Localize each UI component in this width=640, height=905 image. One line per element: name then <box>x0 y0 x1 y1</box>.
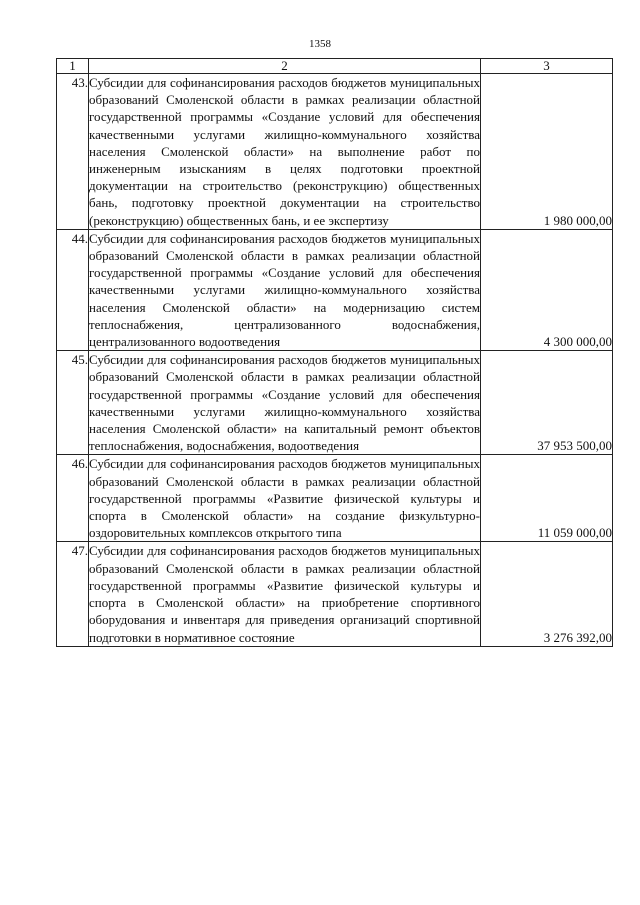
header-row <box>57 59 613 74</box>
row-description: Субсидии для софинансирования расходов бюджетов муниципальных образований Смоленской области в рамках реализации областной государственной программы «Создание условий для обеспечения качественными услугами жилищно-коммунального хозяйства населения Смоленской области» на выполнение работ по инженерным изысканиям в целях подготовки проектной документации на строительство (реконструкцию) общественных бань, подготовку проектной документации на строительство (реконструкцию) общественных бань, и ее экспертизу <box>89 75 480 228</box>
row-amount: 1 980 000,00 <box>481 74 613 230</box>
row-number: 43. <box>57 74 89 230</box>
row-amount: 37 953 500,00 <box>481 351 613 455</box>
header-col-3: 3 <box>481 59 613 74</box>
table-row <box>57 351 613 455</box>
header-col-2: 2 <box>89 59 481 74</box>
page-number: 1358 <box>309 38 331 50</box>
row-description: Субсидии для софинансирования расходов бюджетов муниципальных образований Смоленской области в рамках реализации областной государственной программы «Создание условий для обеспечения качественными услугами жилищно-коммунального хозяйства населения Смоленской области» на капитальный ремонт объектов теплоснабжения, водоснабжения, водоотведения <box>89 352 480 454</box>
table-row <box>57 229 613 350</box>
row-amount: 11 059 000,00 <box>481 455 613 542</box>
table-row <box>57 455 613 542</box>
row-description: Субсидии для софинансирования расходов бюджетов муниципальных образований Смоленской области в рамках реализации областной государственной программы «Развитие физической культуры и спорта в Смоленской области» на создание физкультурно-оздоровительных комплексов открытого типа <box>89 456 480 541</box>
row-amount: 3 276 392,00 <box>481 542 613 646</box>
row-number: 44. <box>57 229 89 350</box>
table-row <box>57 542 613 646</box>
row-description: Субсидии для софинансирования расходов бюджетов муниципальных образований Смоленской области в рамках реализации областной государственной программы «Развитие физической культуры и спорта в Смоленской области» на приобретение спортивного оборудования и инвентаря для приведения организаций спортивной подготовки в нормативное состояние <box>89 543 480 645</box>
row-number: 45. <box>57 351 89 455</box>
row-number: 47. <box>57 542 89 646</box>
header-col-1: 1 <box>57 59 89 74</box>
table-row <box>57 74 613 230</box>
row-description: Субсидии для софинансирования расходов бюджетов муниципальных образований Смоленской области в рамках реализации областной государственной программы «Создание условий для обеспечения качественными услугами жилищно-коммунального хозяйства населения Смоленской области» на модернизацию систем теплоснабжения, централизованного водоснабжения, централизованного водоотведения <box>89 230 480 350</box>
row-amount: 4 300 000,00 <box>481 229 613 350</box>
row-number: 46. <box>57 455 89 542</box>
budget-table <box>56 58 613 647</box>
